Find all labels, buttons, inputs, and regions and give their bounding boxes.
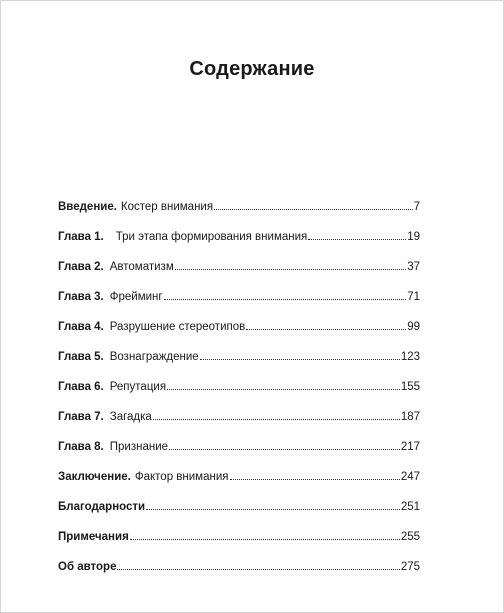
- toc-leader-dots: [246, 328, 406, 330]
- toc-entry-label: Глава 6.: [58, 381, 104, 393]
- toc-entry-label: Глава 8.: [58, 441, 104, 453]
- toc-entry-title: Три этапа формирования внимания: [115, 231, 308, 243]
- toc-entry-introduction[interactable]: [58, 200, 420, 230]
- toc-entry-page: 217: [400, 441, 420, 453]
- toc-entry-page: 251: [400, 501, 420, 513]
- toc-entry-title: Разрушение стереотипов: [109, 321, 246, 333]
- toc-entry-page: 247: [400, 471, 420, 483]
- toc-leader-dots: [308, 238, 406, 240]
- toc-entry-page: 187: [400, 411, 420, 423]
- toc-entry-chapter-3[interactable]: [58, 290, 420, 320]
- toc-entry-label: Глава 4.: [58, 321, 104, 333]
- toc-entry-page: 71: [407, 291, 420, 303]
- toc-entry-chapter-6[interactable]: [58, 380, 420, 410]
- toc-entry-label: Глава 1.: [58, 231, 104, 243]
- toc-entry-acknowledgements[interactable]: [58, 500, 420, 530]
- toc-entry-label: Благодарности: [58, 501, 146, 513]
- toc-entry-label: Глава 7.: [58, 411, 104, 423]
- toc-leader-dots: [130, 538, 400, 540]
- toc-entry-title: Автоматизм: [109, 261, 174, 273]
- toc-leader-dots: [146, 508, 400, 510]
- toc-entry-title: Признание: [109, 441, 169, 453]
- toc-leader-dots: [230, 478, 400, 480]
- toc-entry-title: Репутация: [109, 381, 167, 393]
- toc-entry-about-author[interactable]: [58, 560, 420, 590]
- toc-entry-page: 155: [400, 381, 420, 393]
- toc-entry-page: 19: [407, 231, 420, 243]
- toc-entry-page: 7: [413, 201, 420, 213]
- toc-entry-label: Введение.: [58, 201, 117, 213]
- toc-entry-label: Глава 2.: [58, 261, 104, 273]
- toc-entry-page: 275: [400, 561, 420, 573]
- toc-entry-title: Фрейминг: [109, 291, 163, 303]
- toc-leader-dots: [153, 418, 400, 420]
- toc-leader-dots: [200, 358, 400, 360]
- toc-leader-dots: [167, 388, 400, 390]
- toc-leader-dots: [117, 568, 399, 570]
- toc-leader-dots: [169, 448, 400, 450]
- toc-entry-chapter-2[interactable]: [58, 260, 420, 290]
- table-of-contents: [58, 200, 420, 590]
- toc-entry-label: Глава 5.: [58, 351, 104, 363]
- toc-entry-conclusion[interactable]: [58, 470, 420, 500]
- toc-entry-title: Костер внимания: [120, 201, 214, 213]
- toc-entry-page: 99: [407, 321, 420, 333]
- toc-entry-label: Примечания: [58, 531, 129, 543]
- toc-entry-title: Фактор внимания: [134, 471, 229, 483]
- toc-entry-page: 37: [407, 261, 420, 273]
- toc-entry-chapter-5[interactable]: [58, 350, 420, 380]
- toc-entry-label: Глава 3.: [58, 291, 104, 303]
- toc-entry-chapter-8[interactable]: [58, 440, 420, 470]
- toc-entry-page: 123: [400, 351, 420, 363]
- toc-entry-label: Об авторе: [58, 561, 117, 573]
- toc-entry-label: Заключение.: [58, 471, 131, 483]
- page-title: Содержание: [189, 58, 315, 80]
- toc-entry-title: Загадка: [109, 411, 152, 423]
- toc-entry-chapter-7[interactable]: [58, 410, 420, 440]
- toc-entry-chapter-1[interactable]: [58, 230, 420, 260]
- toc-entry-page: 255: [400, 531, 420, 543]
- toc-leader-dots: [214, 208, 413, 210]
- toc-leader-dots: [164, 298, 407, 300]
- toc-entry-notes[interactable]: [58, 530, 420, 560]
- toc-entry-title: Вознаграждение: [109, 351, 199, 363]
- toc-leader-dots: [175, 268, 406, 270]
- toc-entry-chapter-4[interactable]: [58, 320, 420, 350]
